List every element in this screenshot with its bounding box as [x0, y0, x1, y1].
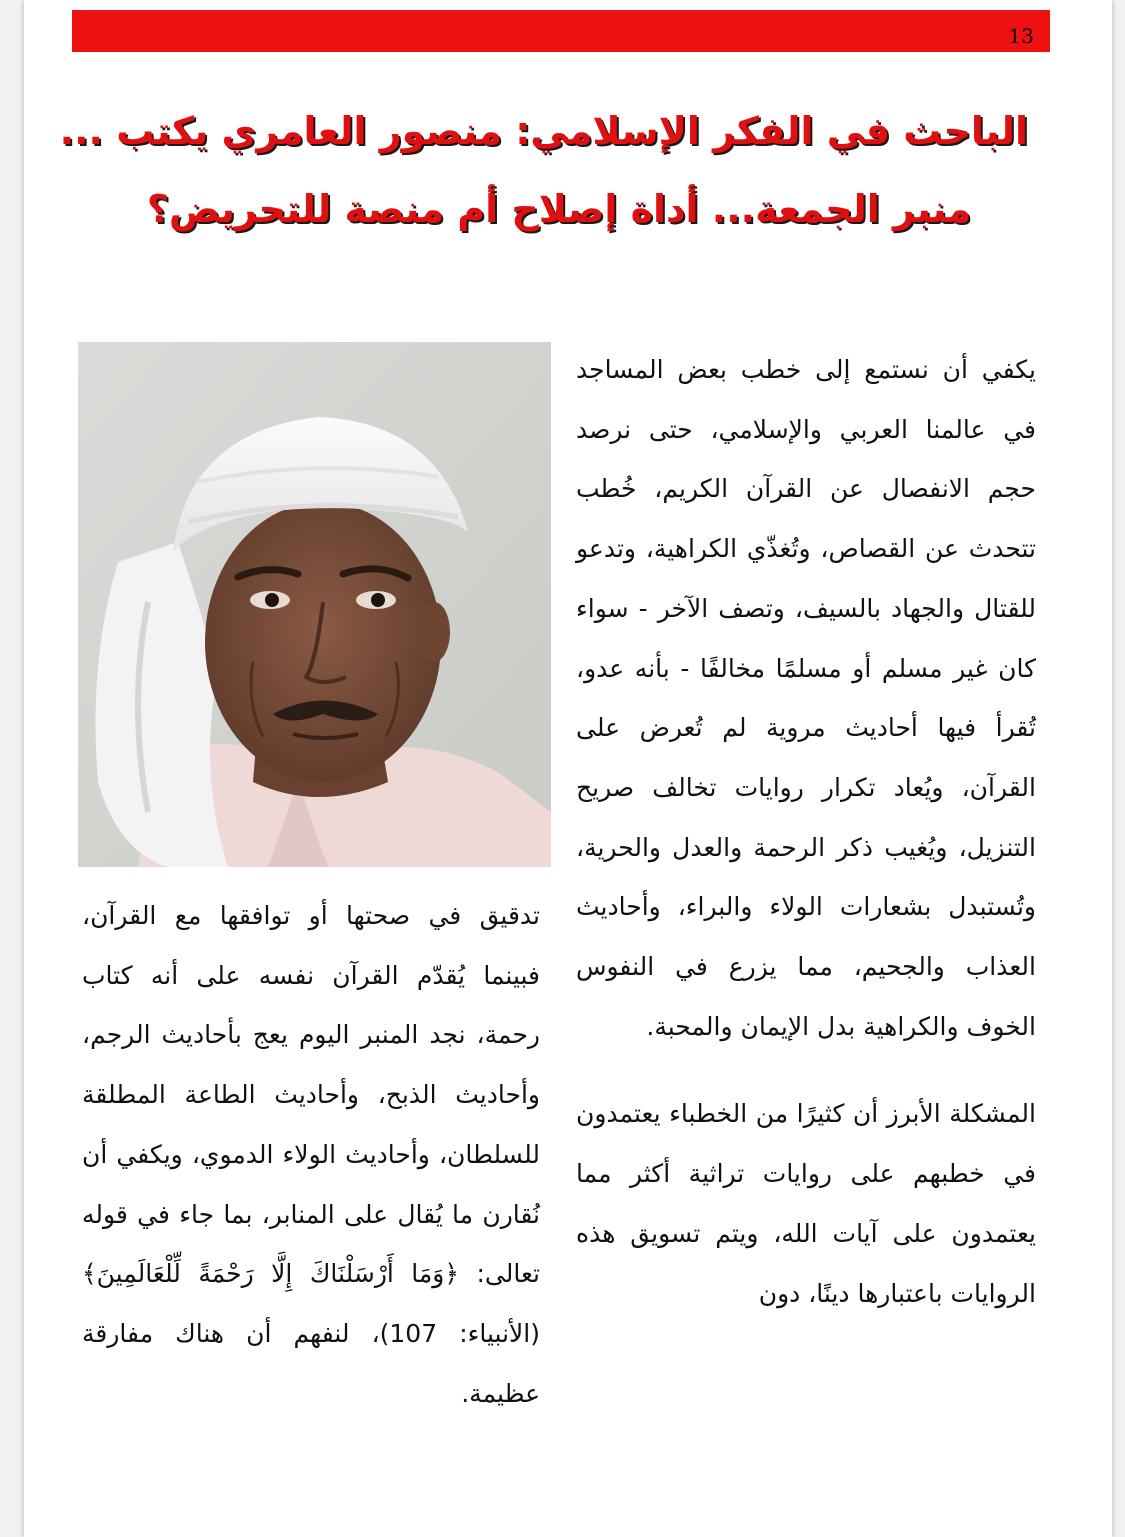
- article-paragraph-2: المشكلة الأبرز أن كثيرًا من الخطباء يعتمدون في خطبهم على روايات تراثية أكثر مما يعتمدون على آيات الله، ويتم تسويق هذه الروايات باعتبارها دينًا، دون: [576, 1099, 1036, 1308]
- article-column-left: [82, 886, 540, 1423]
- article-paragraph-3: تدقيق في صحتها أو توافقها مع القرآن، فبينما يُقدّم القرآن نفسه على أنه كتاب رحمة، نجد المنبر اليوم يعج بأحاديث الرجم، وأحاديث الذبح، وأحاديث الطاعة المطلقة للسلطان، وأحاديث الولاء الدموي، ويكفي أن نُقارن ما يُقال على المنابر، بما جاء في قوله تعالى: ﴿وَمَا أَرْسَلْنَاكَ إِلَّا رَحْمَةً لِّلْعَالَمِينَ﴾ (الأنبياء: 107)، لنفهم أن هناك مفارقة عظيمة.: [82, 901, 540, 1408]
- article-column-right: [576, 340, 1036, 1323]
- page-number: 13: [1008, 24, 1034, 48]
- headline-line-1: الباحث في الفكر الإسلامي: منصور العامري يكتب ...: [59, 109, 1028, 153]
- header-bar: [72, 10, 1050, 52]
- article-paragraph-1: يكفي أن نستمع إلى خطب بعض المساجد في عالمنا العربي والإسلامي، حتى نرصد حجم الانفصال عن القرآن الكريم، خُطب تتحدث عن القصاص، وتُغذّي الكراهية، وتدعو للقتال والجهاد بالسيف، وتصف الآخر - سواء كان غير مسلم أو مسلمًا مخالفًا - بأنه عدو، تُقرأ فيها أحاديث مروية لم تُعرض على القرآن، ويُعاد تكرار روايات تخالف صريح التنزيل، ويُغيب ذكر الرحمة والعدل والحرية، وتُستبدل بشعارات الولاء والبراء، وأحاديث العذاب والجحيم، مما يزرع في النفوس الخوف والكراهية بدل الإيمان والمحبة.: [576, 355, 1036, 1041]
- headline-line-2: منبر الجمعة... أداة إصلاح أم منصة للتحريض؟: [146, 187, 972, 231]
- author-photo: [78, 342, 551, 867]
- article-headline: [59, 92, 1028, 248]
